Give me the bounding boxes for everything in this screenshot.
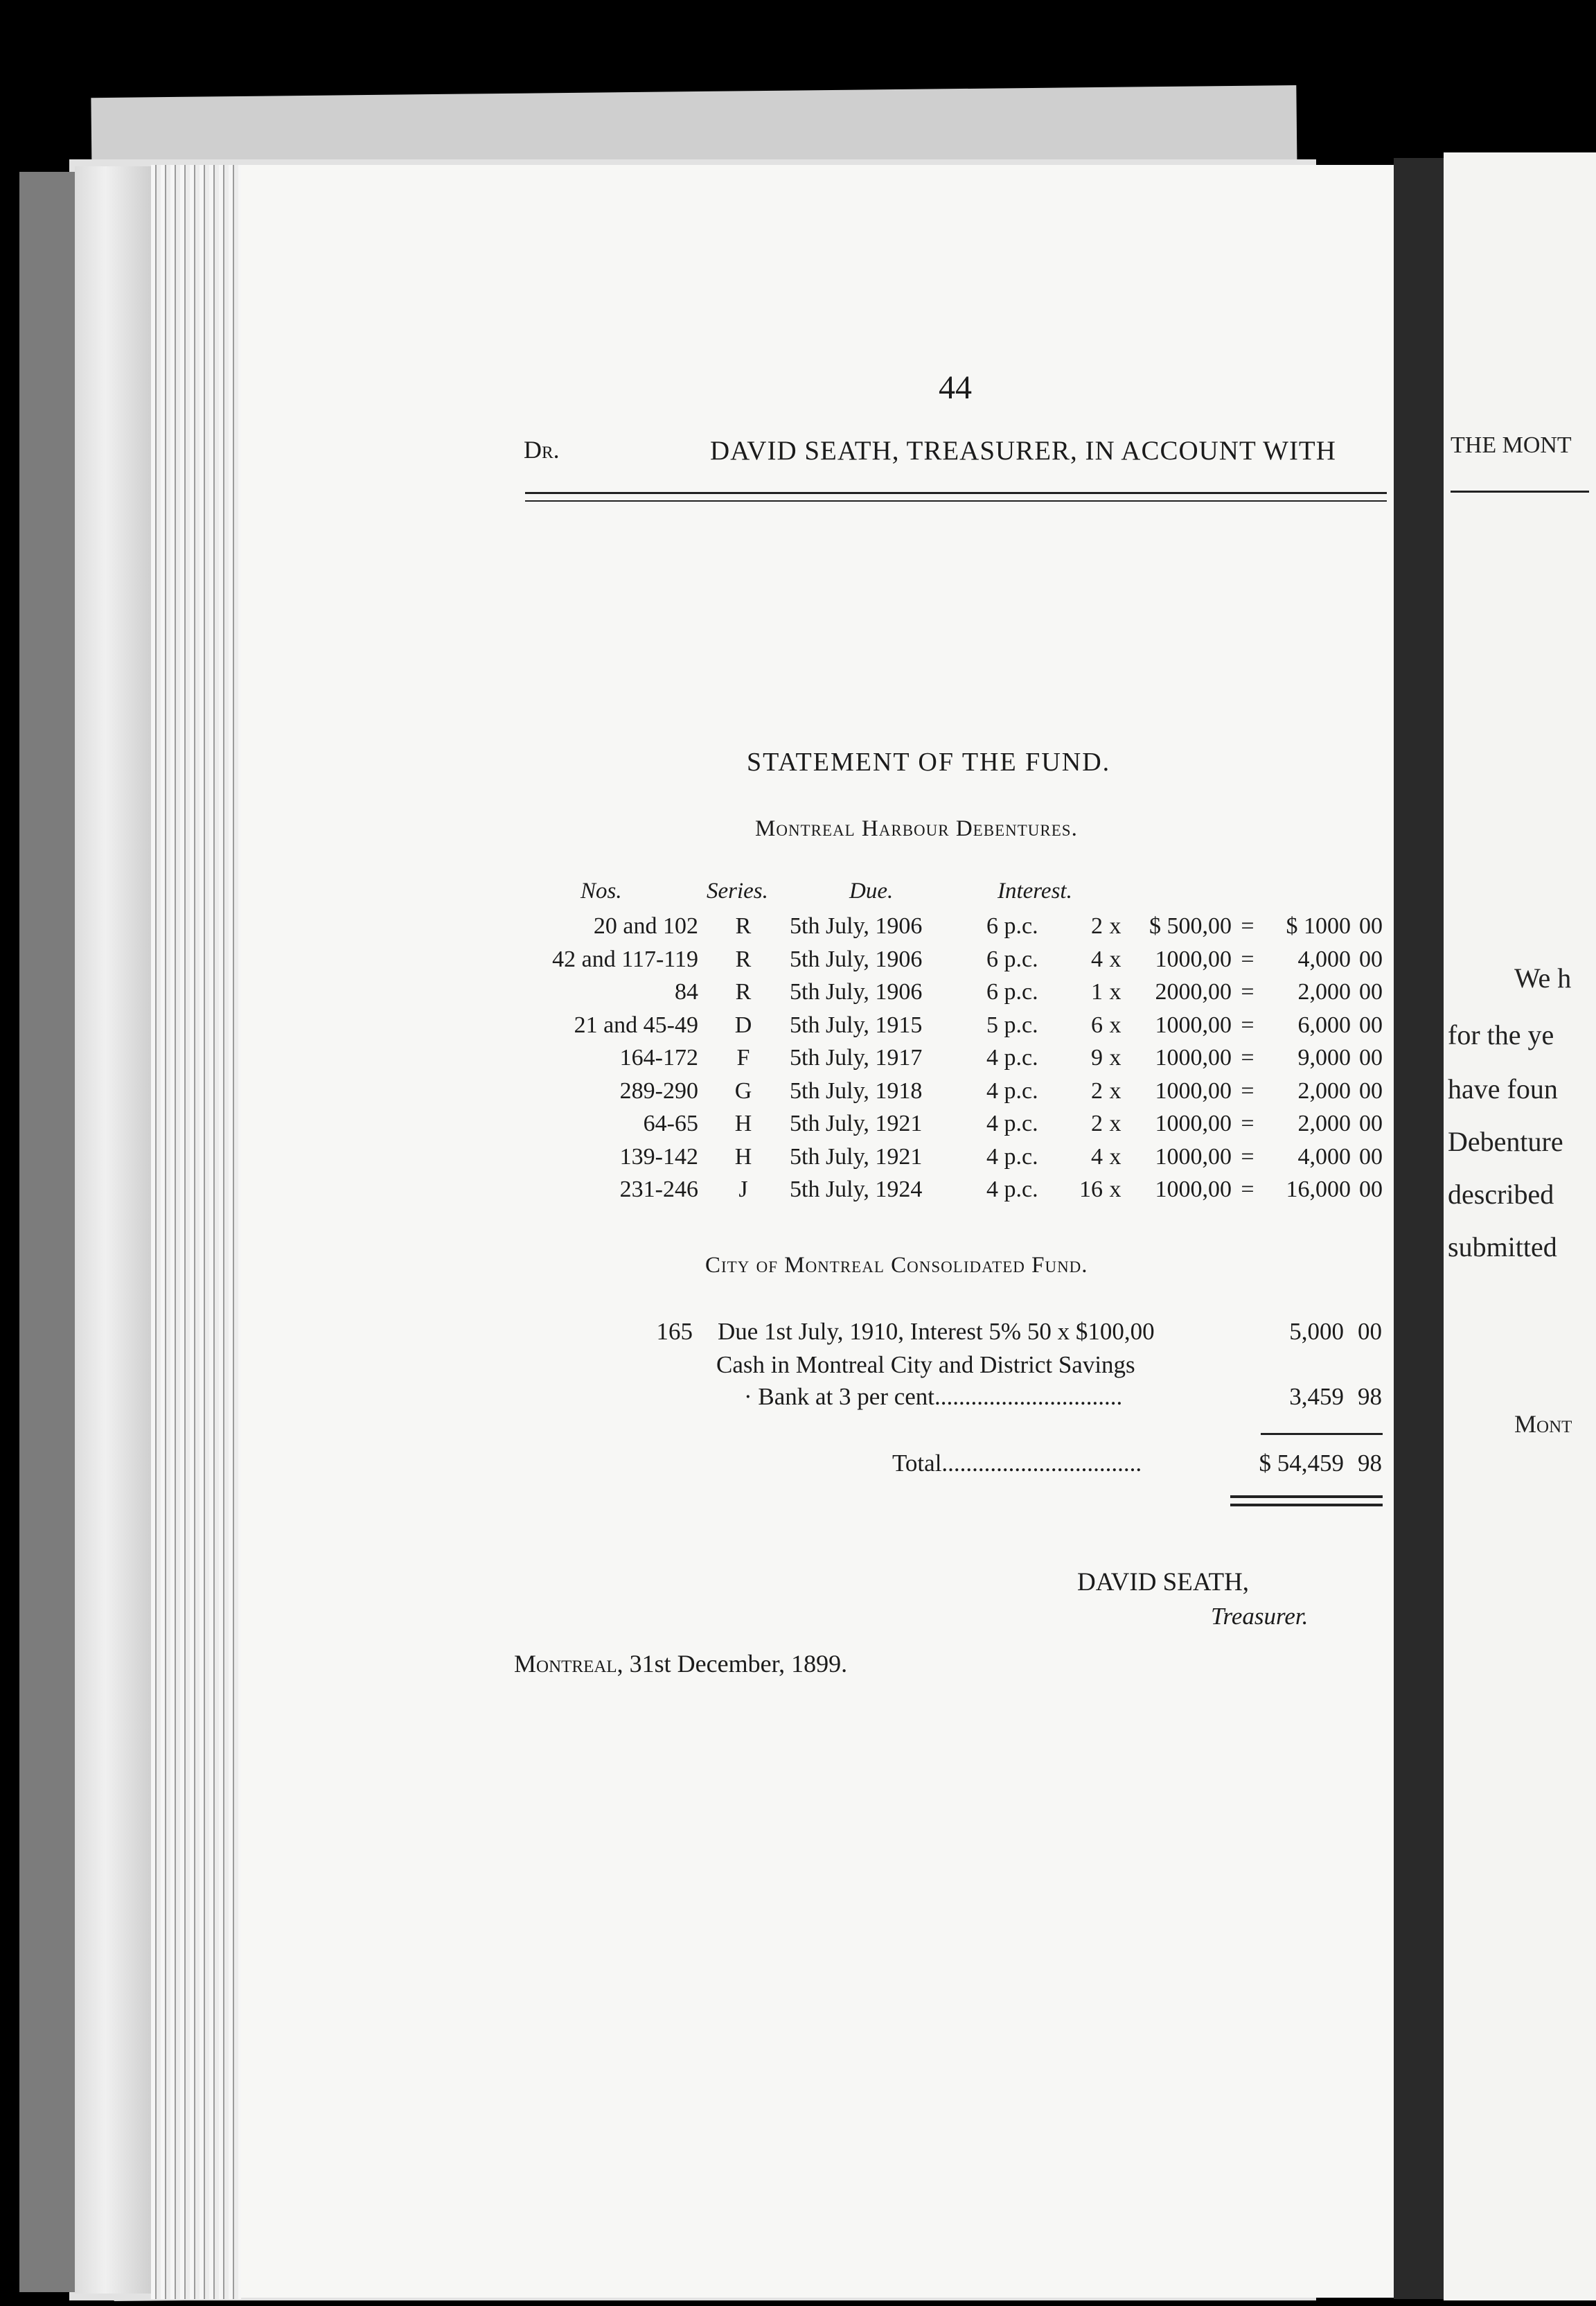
cell-count: 16: [1079, 1177, 1103, 1202]
cell-nos: 139-142: [619, 1143, 698, 1170]
cell-cents: 00: [1359, 979, 1383, 1005]
cell-nos: 20 and 102: [593, 913, 698, 939]
cell-nos: 64-65: [643, 1111, 698, 1136]
place: Montreal,: [514, 1650, 623, 1678]
table-row: [0, 1078, 1596, 1111]
cell-cents: 00: [1359, 1045, 1383, 1071]
city-fund-cents: 00: [1358, 1318, 1382, 1345]
cell-x: x: [1109, 1143, 1121, 1170]
cell-rate: 5 p.c.: [986, 1012, 1038, 1038]
cell-due: 5th July, 1906: [790, 946, 923, 972]
table-row: [0, 1012, 1596, 1046]
cell-unit: 1000,00: [1155, 1143, 1232, 1170]
cell-rate: 6 p.c.: [986, 946, 1038, 972]
cell-rate: 4 p.c.: [986, 1177, 1038, 1202]
cell-series: R: [735, 946, 752, 972]
cell-amount: 2,000: [1297, 979, 1351, 1005]
cell-eq: =: [1241, 1045, 1254, 1071]
table-row: [0, 1144, 1596, 1177]
signature-role: Treasurer.: [1211, 1603, 1309, 1630]
table-row: [0, 1177, 1596, 1210]
cell-cents: 00: [1359, 1077, 1383, 1104]
cell-series: D: [734, 1012, 752, 1038]
cell-cents: 00: [1359, 1177, 1383, 1202]
subtotal-rule: [1261, 1433, 1383, 1435]
statement-title: STATEMENT OF THE FUND.: [747, 748, 1111, 777]
page-number: 44: [939, 369, 972, 406]
cell-nos: 42 and 117-119: [552, 946, 698, 972]
cell-x: x: [1109, 1012, 1121, 1038]
cell-nos: 231-246: [619, 1177, 698, 1202]
facing-line-6: submitted: [1448, 1231, 1557, 1262]
header-rule-top: [525, 492, 1387, 494]
cell-unit: 1000,00: [1155, 1012, 1232, 1038]
cell-series: H: [734, 1143, 752, 1170]
cell-amount: 4,000: [1297, 946, 1351, 972]
total-label: Total.................................: [892, 1450, 1142, 1477]
cell-rate: 4 p.c.: [986, 1111, 1038, 1136]
facing-line-4: Debenture: [1448, 1126, 1563, 1157]
cell-eq: =: [1241, 913, 1254, 939]
table-row: [0, 979, 1596, 1012]
cell-nos: 21 and 45-49: [574, 1012, 698, 1038]
cell-rate: 4 p.c.: [986, 1077, 1038, 1104]
cell-unit: 1000,00: [1155, 1177, 1232, 1202]
column-nos: Nos.: [580, 879, 622, 904]
header-rule-bottom: [525, 500, 1387, 502]
cell-amount: 6,000: [1297, 1012, 1351, 1038]
cell-eq: =: [1241, 1012, 1254, 1038]
cell-series: G: [734, 1077, 752, 1104]
header-debit-label: Dr.: [524, 436, 560, 464]
cell-x: x: [1109, 946, 1121, 972]
cell-series: R: [735, 979, 752, 1005]
total-rule-bottom: [1230, 1504, 1383, 1506]
cell-amount: 2,000: [1297, 1077, 1351, 1104]
cell-amount: 4,000: [1297, 1143, 1351, 1170]
date: 31st December, 1899.: [629, 1650, 848, 1678]
cell-due: 5th July, 1906: [790, 979, 923, 1005]
cash-cents: 98: [1358, 1383, 1382, 1410]
cash-line-1: Cash in Montreal City and District Savings: [716, 1351, 1135, 1378]
cell-eq: =: [1241, 979, 1254, 1005]
cell-x: x: [1109, 1111, 1121, 1136]
cell-x: x: [1109, 1177, 1121, 1202]
cell-nos: 164-172: [619, 1045, 698, 1071]
facing-line-2: for the ye: [1448, 1019, 1554, 1050]
cell-nos: 289-290: [619, 1077, 698, 1104]
table-row: [0, 1045, 1596, 1078]
table-row: [0, 947, 1596, 980]
document-page: [241, 165, 1394, 2298]
cell-count: 2: [1091, 1111, 1103, 1136]
cell-rate: 6 p.c.: [986, 979, 1038, 1005]
page-heading: DAVID SEATH, TREASURER, IN ACCOUNT WITH: [710, 436, 1336, 466]
cell-x: x: [1109, 1045, 1121, 1071]
cell-unit: 1000,00: [1155, 1111, 1232, 1136]
cell-due: 5th July, 1921: [790, 1143, 923, 1170]
cell-unit: 1000,00: [1155, 1045, 1232, 1071]
cell-cents: 00: [1359, 1143, 1383, 1170]
cell-count: 2: [1091, 1077, 1103, 1104]
cell-rate: 4 p.c.: [986, 1045, 1038, 1071]
cell-unit: 1000,00: [1155, 946, 1232, 972]
total-amount: $ 54,459: [1259, 1450, 1344, 1477]
book-gutter: [1394, 158, 1444, 2299]
cell-cents: 00: [1359, 946, 1383, 972]
place-date: [514, 1649, 847, 1678]
facing-page: [1444, 152, 1596, 2300]
cell-due: 5th July, 1924: [790, 1177, 923, 1202]
cell-rate: 6 p.c.: [986, 913, 1038, 939]
city-fund-nos: 165: [656, 1318, 693, 1345]
cash-line-2: · Bank at 3 per cent...............................: [744, 1383, 1123, 1410]
facing-bottom: Mont: [1514, 1410, 1572, 1438]
cell-eq: =: [1241, 1111, 1254, 1136]
column-due: Due.: [849, 879, 894, 904]
cell-due: 5th July, 1921: [790, 1111, 923, 1136]
cell-nos: 84: [675, 979, 698, 1005]
cell-count: 9: [1091, 1045, 1103, 1071]
column-series: Series.: [707, 879, 768, 904]
cell-due: 5th July, 1915: [790, 1012, 923, 1038]
cell-rate: 4 p.c.: [986, 1143, 1038, 1170]
cell-series: R: [735, 913, 752, 939]
facing-page-heading: THE MONT: [1451, 432, 1572, 458]
facing-line-1: We h: [1514, 962, 1572, 994]
city-fund-title: City of Montreal Consolidated Fund.: [705, 1253, 1088, 1278]
page-edges: [75, 166, 151, 2294]
cell-unit: 2000,00: [1155, 979, 1232, 1005]
cell-amount: 2,000: [1297, 1111, 1351, 1136]
cell-eq: =: [1241, 1177, 1254, 1202]
cell-x: x: [1109, 1077, 1121, 1104]
cell-amount: $ 1000: [1286, 913, 1351, 939]
cell-count: 1: [1091, 979, 1103, 1005]
cell-cents: 00: [1359, 1012, 1383, 1038]
cell-unit: 1000,00: [1155, 1077, 1232, 1104]
cell-due: 5th July, 1918: [790, 1077, 923, 1104]
table-row: [0, 913, 1596, 947]
cell-eq: =: [1241, 946, 1254, 972]
signature-name: DAVID SEATH,: [1077, 1568, 1250, 1596]
total-rule-top: [1230, 1495, 1383, 1498]
facing-line-5: described: [1448, 1179, 1554, 1210]
city-fund-description: Due 1st July, 1910, Interest 5% 50 x $100,00: [718, 1318, 1155, 1345]
cell-series: J: [738, 1177, 748, 1202]
cell-series: H: [734, 1111, 752, 1136]
cell-count: 6: [1091, 1012, 1103, 1038]
cell-eq: =: [1241, 1077, 1254, 1104]
harbour-debentures-title: Montreal Harbour Debentures.: [755, 816, 1078, 841]
column-interest: Interest.: [998, 879, 1072, 904]
cell-amount: 9,000: [1297, 1045, 1351, 1071]
cell-count: 4: [1091, 1143, 1103, 1170]
cell-count: 4: [1091, 946, 1103, 972]
cell-x: x: [1109, 913, 1121, 939]
facing-header-rule: [1451, 491, 1589, 493]
cell-due: 5th July, 1906: [790, 913, 923, 939]
cell-x: x: [1109, 979, 1121, 1005]
city-fund-amount: 5,000: [1289, 1318, 1344, 1345]
cell-due: 5th July, 1917: [790, 1045, 923, 1071]
total-cents: 98: [1358, 1450, 1382, 1477]
page-stack: [151, 165, 241, 2299]
cell-amount: 16,000: [1286, 1177, 1351, 1202]
cell-count: 2: [1091, 913, 1103, 939]
cell-series: F: [736, 1045, 750, 1071]
cell-cents: 00: [1359, 1111, 1383, 1136]
cell-cents: 00: [1359, 913, 1383, 939]
cell-unit: $ 500,00: [1149, 913, 1232, 939]
cash-amount: 3,459: [1289, 1383, 1344, 1410]
facing-line-3: have foun: [1448, 1073, 1558, 1104]
cell-eq: =: [1241, 1143, 1254, 1170]
book-cover-edge: [19, 172, 75, 2292]
table-row: [0, 1111, 1596, 1144]
